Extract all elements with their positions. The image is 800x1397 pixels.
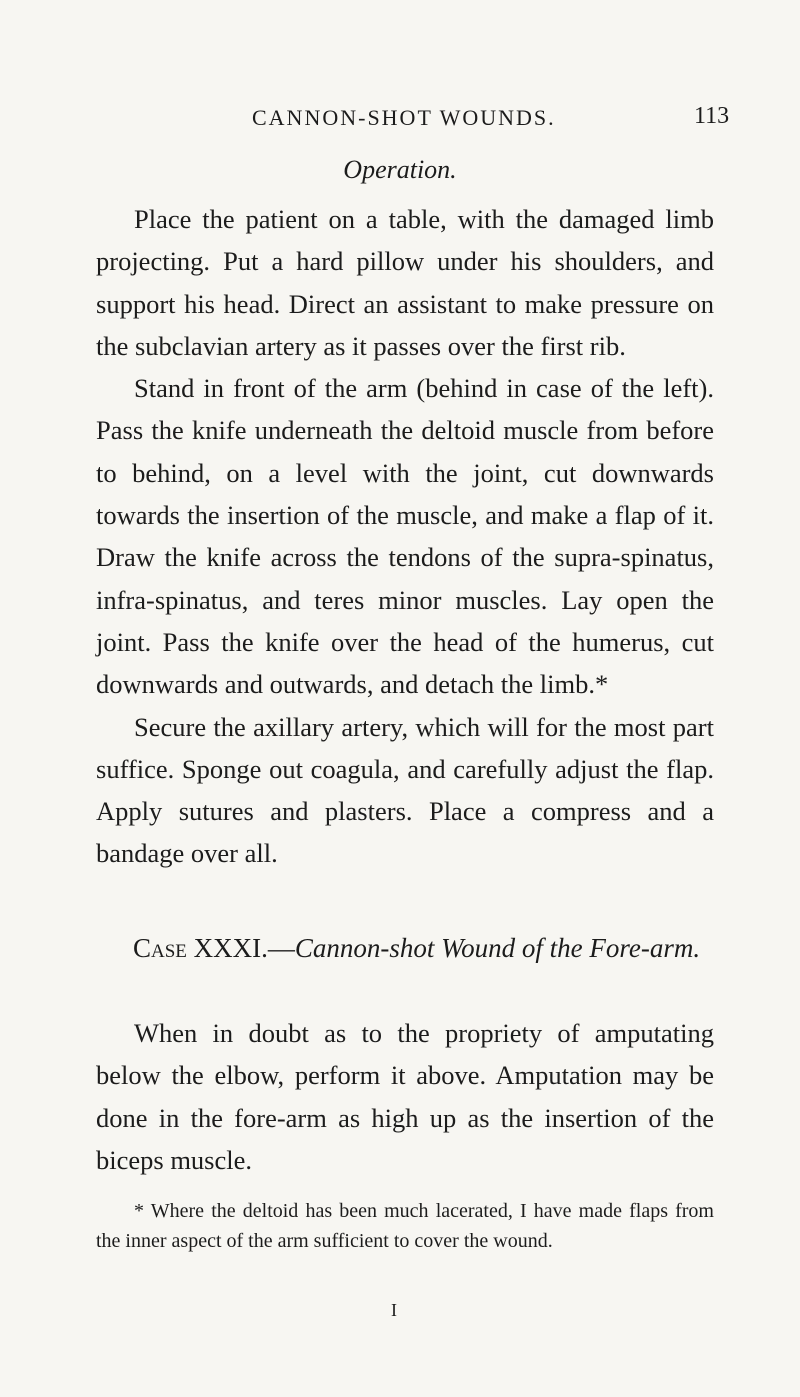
paragraph: When in doubt as to the propriety of amputating below the elbow, perform it above. Amputation may be done in the fore-arm as high up as the insertion of the biceps muscle.	[96, 1018, 714, 1175]
signature-mark: I	[391, 1300, 397, 1320]
case-text	[96, 1012, 714, 1181]
operation-text	[96, 198, 714, 875]
footnote-text: * Where the deltoid has been much lacerated, I have made flaps from the inner aspect of the arm sufficient to cover the wound.	[96, 1200, 714, 1252]
section-title: Operation.	[343, 155, 457, 184]
paragraph: Place the patient on a table, with the damaged limb projecting. Put a hard pillow under his shoulders, and support his head. Direct an assistant to make pressure on the subclavian artery as it passes over the first rib.	[96, 204, 714, 361]
running-head: CANNON-SHOT WOUNDS.	[252, 105, 556, 130]
footnote	[96, 1196, 714, 1256]
case-label: Case XXXI.	[133, 933, 268, 963]
case-dash: —	[267, 933, 295, 963]
paragraph: Stand in front of the arm (behind in case of the left). Pass the knife underneath the deltoid muscle from before to behind, on a level with the joint, cut downwards towards the insertion of the muscle, and make a flap of it. Draw the knife across the tendons of the supra-spinatus, infra-spinatus, and teres minor muscles. Lay open the joint. Pass the knife over the head of the humerus, cut downwards and outwards, and detach the limb.*	[96, 373, 714, 700]
case-heading	[133, 933, 700, 964]
case-title: Cannon-shot Wound of the Fore-arm.	[294, 933, 701, 963]
page-number: 113	[694, 103, 730, 129]
paragraph: Secure the axillary artery, which will for the most part suffice. Sponge out coagula, and carefully adjust the flap. Apply sutures and plasters. Place a compress and a bandage over all.	[96, 711, 714, 869]
